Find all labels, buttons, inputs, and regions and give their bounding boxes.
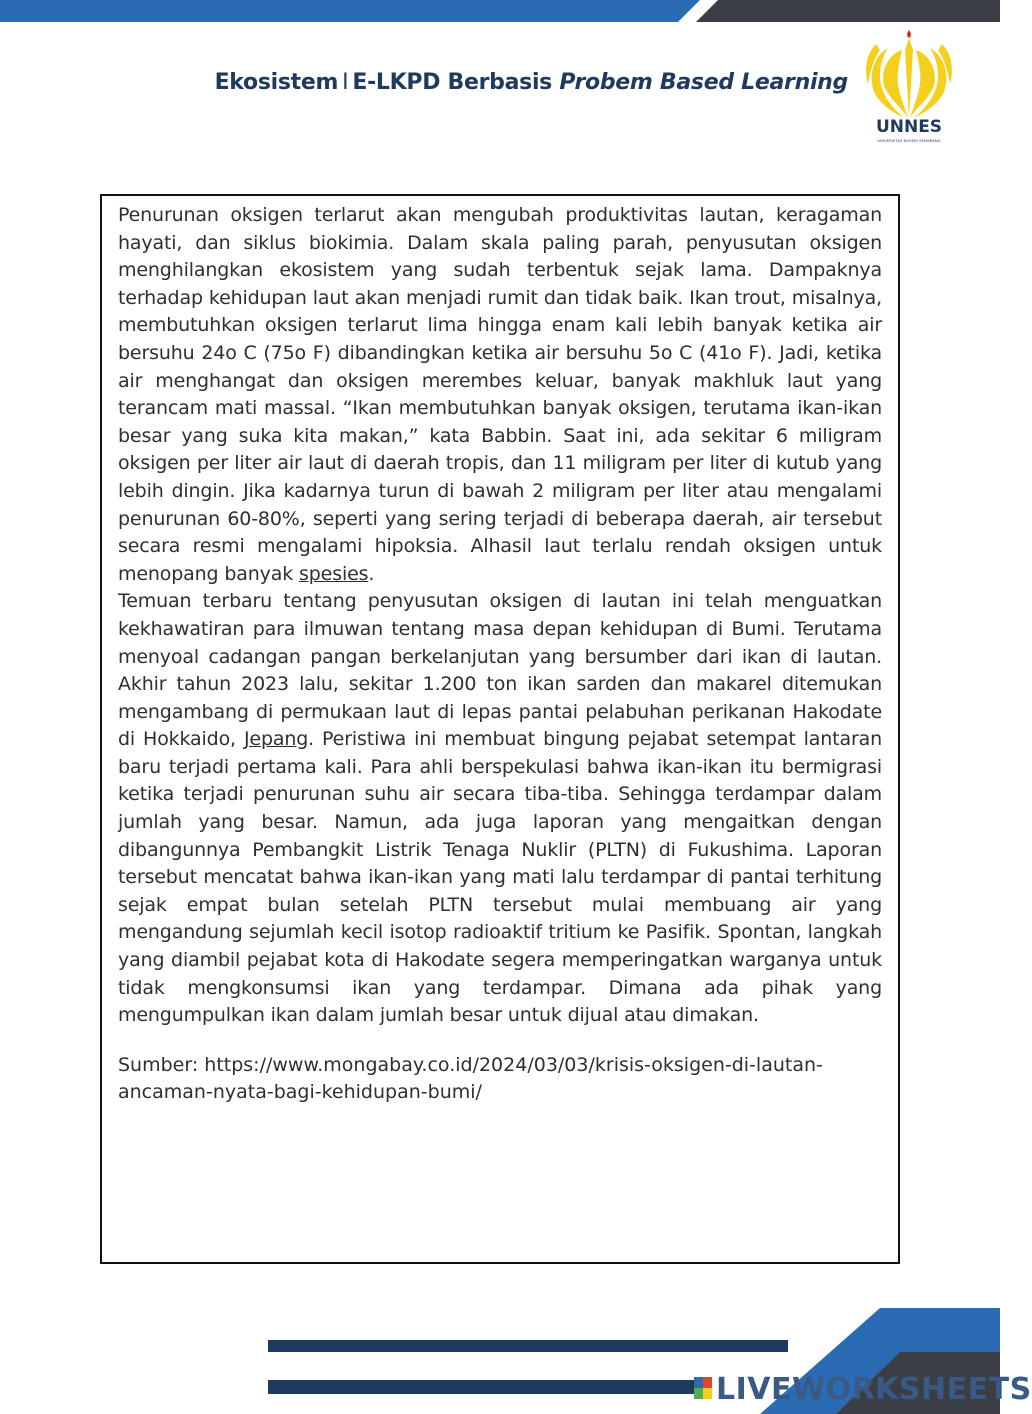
title-method: Probem Based Learning	[559, 70, 848, 95]
liveworksheets-icon	[694, 1377, 712, 1399]
reading-passage-box	[100, 194, 900, 1264]
paragraph-1	[118, 202, 882, 588]
title-subtitle: E-LKPD Berbasis	[352, 70, 552, 95]
page-title	[215, 70, 848, 95]
title-topic: Ekosistem	[214, 70, 339, 95]
logo-subtext: UNIVERSITAS NEGERI SEMARANG	[877, 138, 941, 143]
link-spesies[interactable]: spesies	[299, 562, 369, 585]
paragraph-1-text: Penurunan oksigen terlarut akan mengubah produktivitas lautan, keragaman hayati, dan siklus biokimia. Dalam skala paling parah, penyusutan oksigen menghilangkan ekosistem yang sudah terbentuk sejak lama. Dampaknya terhadap kehidupan laut akan menjadi rumit dan tidak baik. Ikan trout, misalnya, membutuhkan oksigen terlarut lima hingga enam kali lebih banyak ketika air bersuhu 24o C (75o F) dibandingkan ketika air bersuhu 5o C (41o F). Jadi, ketika air menghangat dan oksigen merembes keluar, banyak makhluk laut yang terancam mati massal. “Ikan membutuhkan banyak oksigen, terutama ikan-ikan besar yang suka kita makan,” kata Babbin. Saat ini, ada sekitar 6 miligram oksigen per liter air laut di daerah tropis, dan 11 miligram per liter di kutub yang lebih dingin. Jika kadarnya turun di bawah 2 miligram per liter atau mengalami penurunan 60-80%, seperti yang sering terjadi di beberapa daerah, air tersebut secara resmi mengalami hipoksia. Alhasil laut terlalu rendah oksigen untuk menopang banyak	[118, 204, 882, 585]
source-line-1: Sumber: https://www.mongabay.co.id/2024/03/03/krisis-oksigen-di-lautan-	[118, 1053, 823, 1076]
paragraph-2-text-a: Temuan terbaru tentang penyusutan oksigen di lautan ini telah menguatkan kekhawatiran para ilmuwan tentang masa depan kehidupan di Bumi. Terutama menyoal cadangan pangan berkelanjutan yang bersumber dari ikan di lautan. Akhir tahun 2023 lalu, sekitar 1.200 ton ikan sarden dan makarel ditemukan mengambang di permukaan laut di lepas pantai pelabuhan perikanan Hakodate di Hokkaido,	[118, 590, 882, 751]
paragraph-2	[118, 588, 882, 1030]
unnes-logo	[866, 28, 952, 146]
title-separator: I	[342, 70, 349, 95]
source-line-2: ancaman-nyata-bagi-kehidupan-bumi/	[118, 1081, 482, 1104]
logo-wordmark: UNNES	[875, 117, 943, 137]
link-jepang[interactable]: Jepang	[243, 728, 309, 751]
top-banner-stripe	[0, 0, 1000, 22]
liveworksheets-watermark: LIVEWORKSHEETS	[716, 1372, 1032, 1407]
paragraph-2-text-b: . Peristiwa ini membuat bingung pejabat setempat lantaran baru terjadi pertama kali. Para ahli berspekulasi bahwa ikan-ikan itu bermigrasi ketika terjadi penurunan suhu air secara tiba-tiba. Sehingga terdampar dalam jumlah yang besar. Namun, ada juga laporan yang mengaitkan dengan dibangunnya Pembangkit Listrik Tenaga Nuklir (PLTN) di Fukushima. Laporan tersebut mencatat bahwa ikan-ikan yang mati lalu terdampar di pantai terhitung sejak empat bulan setelah PLTN tersebut mulai membuang air yang mengandung sejumlah kecil isotop radioaktif tritium ke Pasifik. Spontan, langkah yang diambil pejabat kota di Hakodate segera memperingatkan warganya untuk tidak mengkonsumsi ikan yang terdampar. Dimana ada pihak yang mengumpulkan ikan dalam jumlah besar untuk dijual atau dimakan.	[118, 728, 882, 1027]
paragraph-1-end: .	[368, 562, 375, 585]
source-citation	[118, 1052, 882, 1107]
